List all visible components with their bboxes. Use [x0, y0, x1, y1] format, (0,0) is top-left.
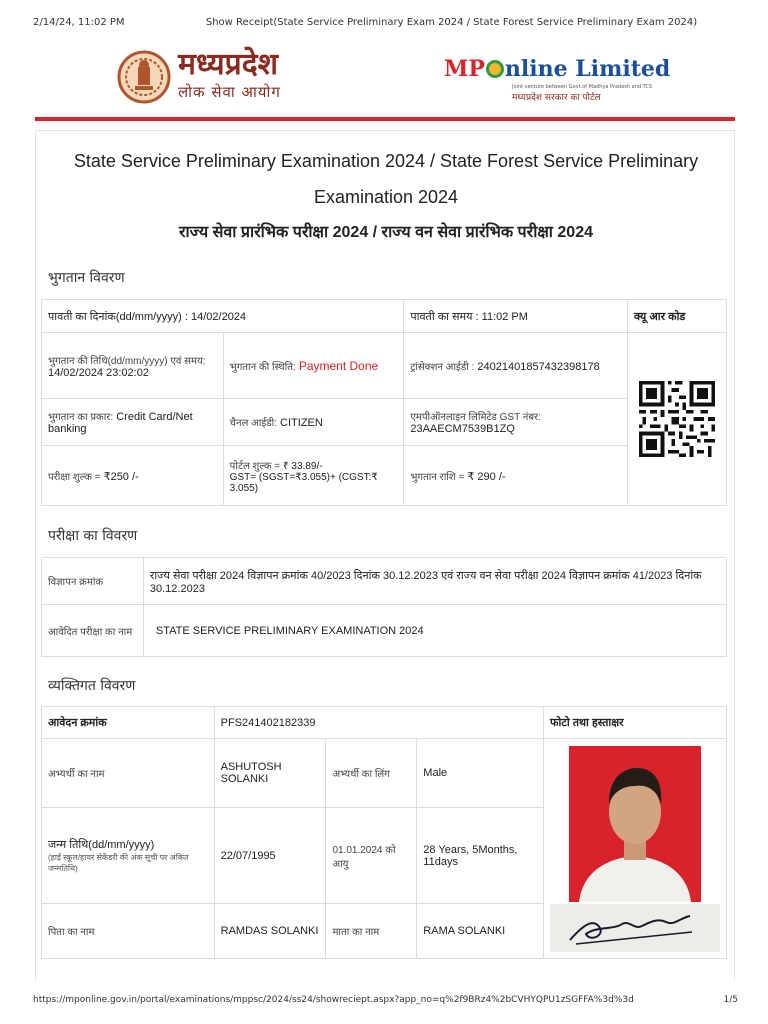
total-amount-value: ₹ 290 /-: [467, 470, 506, 483]
dob-note: (हाई स्कूल/हायर सेकेंडरी की अंक सूची पर अंकित जन्मतिथि): [48, 853, 189, 873]
channel-id-label: चैनल आईडी:: [229, 418, 277, 429]
mponline-tagline-hindi: मध्यप्रदेश सरकार का पोर्टल: [512, 93, 601, 103]
age-value: 28 Years, 5Months, 11days: [417, 808, 544, 904]
portal-fee-label: पोर्टल शुल्क =: [229, 460, 281, 472]
application-number-value: PFS241402182339: [214, 707, 543, 739]
father-name-value: RAMDAS SOLANKI: [214, 904, 326, 959]
personal-section-title: व्यक्तिगत विवरण: [48, 678, 136, 694]
exam-title-english: State Service Preliminary Examination 2024 / State Forest Service Preliminary Examination 2024: [73, 151, 699, 207]
payment-status-cell: [223, 333, 404, 399]
exam-table: [41, 557, 727, 657]
personal-table: [41, 706, 727, 959]
candidate-name-value: ASHUTOSH SOLANKI: [214, 739, 326, 808]
channel-id-cell: [223, 399, 404, 446]
transaction-id-cell: [404, 333, 628, 399]
exam-fee-label: परीक्षा शुल्क =: [48, 471, 101, 483]
application-number-label: आवेदन क्रमांक: [42, 707, 215, 739]
advertisement-value: राज्य सेवा परीक्षा 2024 विज्ञापन क्रमांक 40/2023 दिनांक 30.12.2023 एवं राज्य वन सेवा परीक्षा 2024 विज्ञापन क्रमांक 41/2023 दिनांक 30.12.2023: [143, 558, 726, 605]
print-header: [33, 17, 740, 31]
transaction-id-value: 24021401857432398178: [477, 360, 600, 373]
channel-id-value: CITIZEN: [280, 417, 323, 429]
dob-label: जन्म तिथि(dd/mm/yyyy): [48, 839, 155, 851]
print-footer: [33, 995, 738, 1009]
payment-date-label: भुगतान की तिथि(dd/mm/yyyy) एवं समय:: [48, 355, 206, 367]
total-amount-label: भुगतान राशि =: [410, 471, 465, 483]
portal-fee-gst: GST= (SGST=₹3.055)+ (CGST:₹ 3.055): [229, 471, 378, 494]
mother-name-value: RAMA SOLANKI: [417, 904, 544, 959]
mponline-logo: [444, 56, 670, 82]
applied-exam-label: आवेदित परीक्षा का नाम: [42, 605, 144, 657]
mppsc-emblem-icon: [117, 50, 171, 104]
payment-table: [41, 299, 727, 506]
payment-mode-cell: [42, 399, 224, 446]
mponline-logo-mp: MP: [444, 56, 485, 82]
total-amount-cell: [404, 446, 628, 506]
mother-name-label: माता का नाम: [326, 904, 417, 959]
gst-number-cell: [404, 399, 628, 446]
dob-label-cell: [42, 808, 215, 904]
exam-fee-value: ₹250 /-: [103, 470, 139, 483]
mponline-logo-limited: Limited: [575, 56, 671, 82]
payment-mode-label: भुगतान का प्रकार:: [48, 412, 114, 423]
print-date: 2/14/24, 11:02 PM: [33, 17, 125, 28]
exam-section-title: परीक्षा का विवरण: [48, 528, 138, 544]
candidate-signature: [550, 904, 720, 952]
photo-signature-label: फोटो तथा हस्ताक्षर: [543, 707, 726, 739]
payment-section-title: भुगतान विवरण: [48, 270, 125, 286]
mponline-logo-nline: nline: [504, 56, 568, 82]
gst-number-value: 23AAECM7539B1ZQ: [410, 423, 515, 435]
print-title: Show Receipt(State Service Preliminary Exam 2024 / State Forest Service Preliminary Exam 2024): [205, 17, 698, 28]
dob-value: 22/07/1995: [214, 808, 326, 904]
qr-label: क्यू आर कोड: [628, 300, 727, 333]
payment-date-cell: [42, 333, 224, 399]
qr-code-icon: [639, 381, 715, 457]
applied-exam-value: STATE SERVICE PRELIMINARY EXAMINATION 2024: [143, 605, 726, 657]
portal-fee-cell: [223, 446, 404, 506]
payment-status-label: भुगतान की स्थिति:: [229, 361, 296, 373]
receipt-time: पावती का समय : 11:02 PM: [404, 300, 628, 333]
payment-status-value: Payment Done: [298, 358, 379, 373]
candidate-gender-label: अभ्यर्थी का लिंग: [326, 739, 417, 808]
advertisement-label: विज्ञापन क्रमांक: [42, 558, 144, 605]
photo-signature-cell: [543, 739, 726, 959]
mponline-o-icon: [486, 60, 504, 78]
father-name-label: पिता का नाम: [42, 904, 215, 959]
age-label: 01.01.2024 को आयु: [326, 808, 417, 904]
header-divider: [35, 117, 735, 121]
header-logos: [0, 42, 768, 112]
mppsc-subtitle: लोक सेवा आयोग: [178, 83, 281, 101]
payment-mode-value: Credit Card/Net banking: [48, 411, 193, 435]
print-url: https://mponline.gov.in/portal/examinations/mppsc/2024/ss24/showreciept.aspx?app_no=q%2f9BRz4%2bCVHYQPU1zSGFFA%3d%3d: [33, 995, 634, 1005]
receipt-date: पावती का दिनांक(dd/mm/yyyy) : 14/02/2024: [42, 300, 404, 333]
portal-fee-value: ₹ 33.89/-: [282, 460, 323, 472]
candidate-name-label: अभ्यर्थी का नाम: [42, 739, 215, 808]
mppsc-title: मध्यप्रदेश: [178, 47, 279, 82]
mponline-tagline: Joint venture between Govt.of Madhya Pradesh and TCS: [512, 84, 653, 90]
candidate-gender-value: Male: [417, 739, 544, 808]
exam-fee-cell: [42, 446, 224, 506]
qr-cell: [628, 333, 727, 506]
payment-date-value: 14/02/2024 23:02:02: [48, 366, 149, 379]
candidate-photo: [569, 746, 701, 902]
exam-title-hindi: राज्य सेवा प्रारंभिक परीक्षा 2024 / राज्य वन सेवा प्रारंभिक परीक्षा 2024: [179, 224, 593, 241]
print-page-number: 1/5: [723, 995, 738, 1005]
gst-number-label: एमपीऑनलाइन लिमिटेड GST नंबर:: [410, 412, 541, 423]
transaction-id-label: ट्रांसेक्शन आईडी :: [410, 361, 475, 373]
